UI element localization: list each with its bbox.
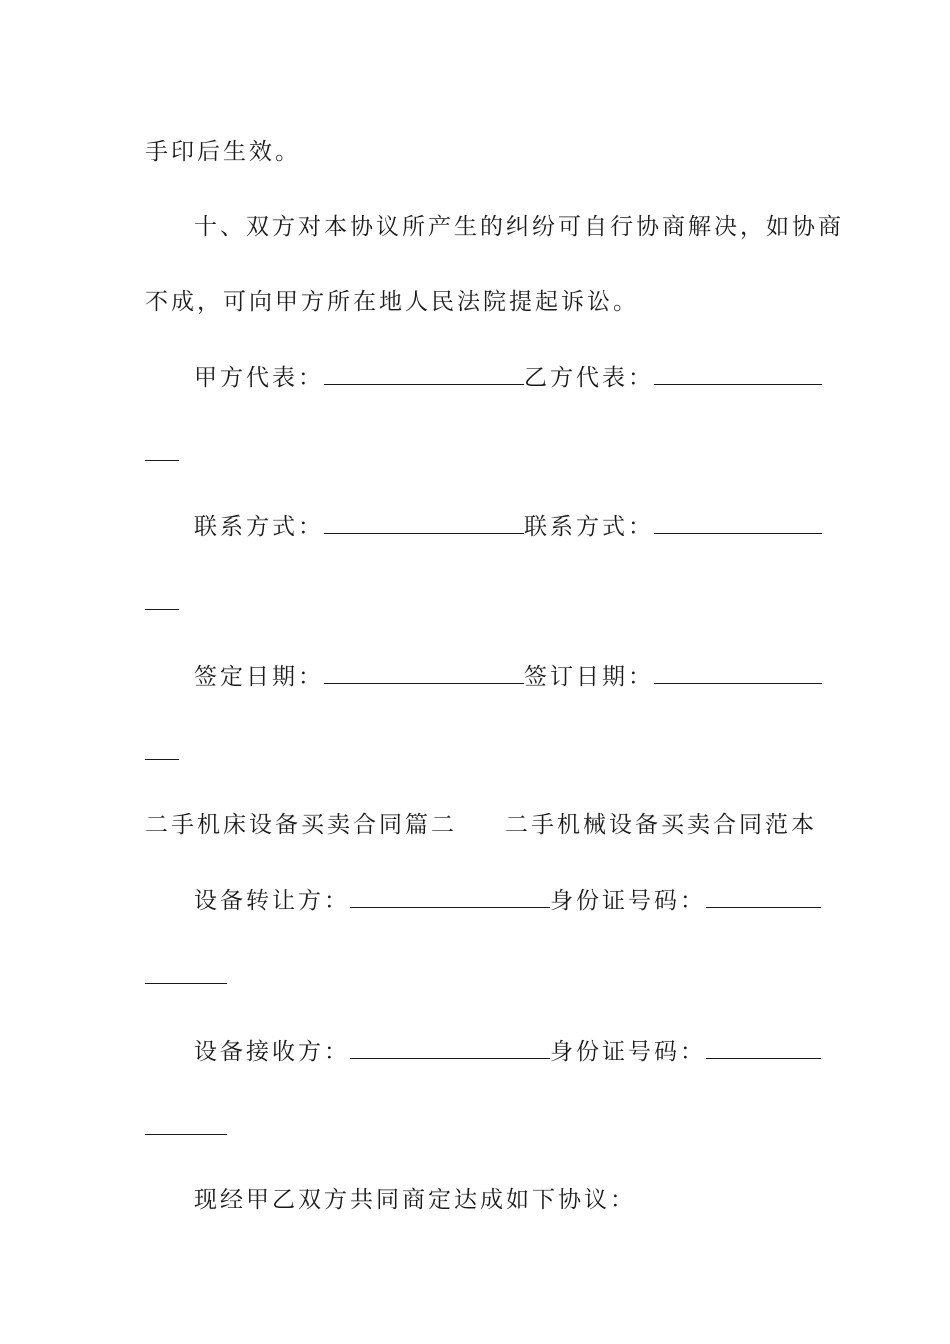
receiver-id-blank[interactable]: [706, 1036, 821, 1059]
receiver-row: [194, 1036, 821, 1067]
paragraph-end: 手印后生效。: [145, 139, 301, 165]
section-title-row: [145, 810, 817, 840]
contact-b-blank[interactable]: [654, 511, 822, 534]
date-a-blank[interactable]: [324, 661, 524, 684]
section-title: 二手机床设备买卖合同篇二: [145, 812, 457, 838]
date-a-label: 签定日期：: [194, 664, 324, 690]
receiver-id-blank-continued: [145, 1133, 227, 1135]
transferor-id-label: 身份证号码：: [550, 888, 706, 914]
party-a-rep-blank[interactable]: [324, 362, 524, 385]
contact-b-blank-continued: [145, 608, 179, 610]
party-b-rep-label: 乙方代表：: [524, 365, 654, 391]
date-b-blank-continued: [145, 758, 179, 760]
clause-ten-line1: 十、双方对本协议所产生的纠纷可自行协商解决，如协商: [194, 214, 844, 240]
transferor-id-blank[interactable]: [706, 885, 821, 908]
transferor-id-blank-continued: [145, 982, 227, 984]
contacts-row: [194, 511, 822, 542]
party-a-rep-label: 甲方代表：: [194, 365, 324, 391]
transferor-blank[interactable]: [350, 885, 550, 908]
party-b-rep-blank-continued: [145, 459, 179, 461]
transferor-label: 设备转让方：: [194, 888, 350, 914]
receiver-blank[interactable]: [350, 1036, 550, 1059]
party-b-rep-blank[interactable]: [654, 362, 822, 385]
agreement-intro: 现经甲乙双方共同商定达成如下协议：: [194, 1187, 636, 1213]
transferor-row: [194, 885, 821, 916]
receiver-id-label: 身份证号码：: [550, 1039, 706, 1065]
dates-row: [194, 661, 822, 692]
date-b-blank[interactable]: [654, 661, 822, 684]
contact-a-blank[interactable]: [324, 511, 524, 534]
receiver-label: 设备接收方：: [194, 1039, 350, 1065]
clause-ten-line2: 不成，可向甲方所在地人民法院提起诉讼。: [145, 289, 639, 315]
contact-a-label: 联系方式：: [194, 514, 324, 540]
contact-b-label: 联系方式：: [524, 514, 654, 540]
representatives-row: [194, 362, 822, 393]
section-subtitle: 二手机械设备买卖合同范本: [505, 812, 817, 838]
date-b-label: 签订日期：: [524, 664, 654, 690]
